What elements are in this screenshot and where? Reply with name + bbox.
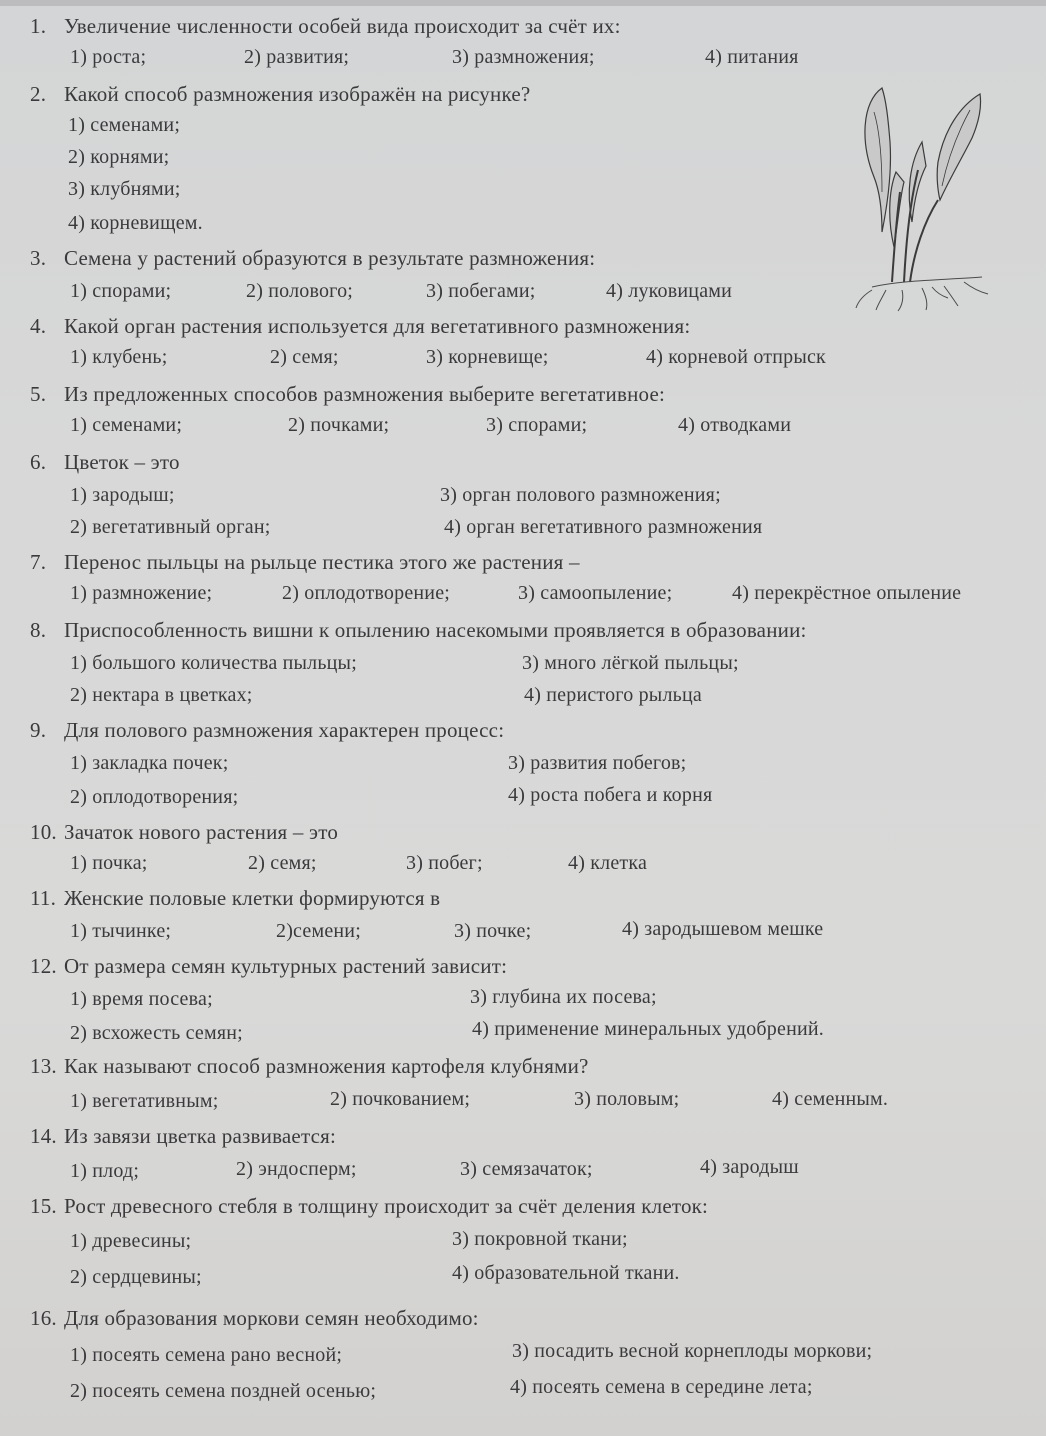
question-15: 15. Рост древесного стебля в толщину происходит за счёт деления клеток: (30, 1194, 709, 1218)
q13-option-2: 2) почкованием; (330, 1088, 471, 1110)
question-3: 3. Семена у растений образуются в результате размножения: (30, 246, 596, 270)
q11-option-4: 4) зародышевом мешке (622, 918, 824, 940)
q2-option-2: 2) корнями; (68, 146, 170, 168)
q13-option-4: 4) семенным. (772, 1088, 889, 1110)
q11-option-1: 1) тычинке; (70, 920, 172, 942)
question-2: 2. Какой способ размножения изображён на рисунке? (30, 82, 531, 106)
q9-option-1: 1) закладка почек; (70, 752, 229, 774)
q2-option-3: 3) клубнями; (68, 178, 181, 200)
q14-option-1: 1) плод; (70, 1160, 140, 1182)
question-16: 16. Для образования моркови семян необходимо: (30, 1306, 479, 1330)
question-6: 6. Цветок – это (30, 450, 180, 474)
q9-option-2: 2) оплодотворения; (70, 786, 239, 808)
q15-option-4: 4) образовательной ткани. (452, 1262, 680, 1284)
question-8: 8. Приспособленность вишни к опылению насекомыми проявляется в образовании: (30, 618, 807, 642)
q14-option-4: 4) зародыш (700, 1156, 799, 1178)
q13-option-1: 1) вегетативным; (70, 1090, 219, 1112)
q9-option-3: 3) развития побегов; (508, 752, 687, 774)
q7-option-2: 2) оплодотворение; (282, 582, 451, 604)
question-14: 14. Из завязи цветка развивается: (30, 1124, 336, 1148)
q3-option-2: 2) полового; (246, 280, 354, 302)
q16-option-3: 3) посадить весной корнеплоды моркови; (512, 1340, 873, 1362)
question-1: 1. Увеличение численности особей вида происходит за счёт их: (30, 14, 621, 38)
q13-option-3: 3) половым; (574, 1088, 680, 1110)
q10-option-3: 3) побег; (406, 852, 483, 874)
question-7: 7. Перенос пыльцы на рыльце пестика этого же растения – (30, 550, 580, 574)
question-10: 10. Зачаток нового растения – это (30, 820, 339, 844)
q12-option-1: 1) время посева; (70, 988, 213, 1010)
q6-option-4: 4) орган вегетативного размножения (444, 516, 763, 538)
q12-option-4: 4) применение минеральных удобрений. (472, 1018, 824, 1040)
q11-option-2: 2)семени; (276, 920, 361, 942)
q16-option-4: 4) посеять семена в середине лета; (510, 1376, 813, 1398)
q7-option-3: 3) самоопыление; (518, 582, 673, 604)
q4-option-2: 2) семя; (270, 346, 339, 368)
cut-off-top-line (0, 0, 1046, 6)
q7-option-1: 1) размножение; (70, 582, 213, 604)
q5-option-1: 1) семенами; (70, 414, 183, 436)
question-9: 9. Для полового размножения характерен процесс: (30, 718, 505, 742)
q15-option-1: 1) древесины; (70, 1230, 192, 1252)
q4-option-3: 3) корневище; (426, 346, 549, 368)
q4-option-4: 4) корневой отпрыск (646, 346, 826, 368)
q10-option-1: 1) почка; (70, 852, 148, 874)
q8-option-4: 4) перистого рыльца (524, 684, 702, 706)
q16-option-1: 1) посеять семена рано весной; (70, 1344, 343, 1366)
q8-option-3: 3) много лёгкой пыльцы; (522, 652, 739, 674)
q6-option-2: 2) вегетативный орган; (70, 516, 271, 538)
q3-option-4: 4) луковицами (606, 280, 733, 302)
plant-rhizome-illustration (852, 82, 992, 312)
q16-option-2: 2) посеять семена поздней осенью; (70, 1380, 377, 1402)
question-11: 11. Женские половые клетки формируются в (30, 886, 441, 910)
q12-option-2: 2) всхожесть семян; (70, 1022, 243, 1044)
q8-option-1: 1) большого количества пыльцы; (70, 652, 357, 674)
q8-option-2: 2) нектара в цветках; (70, 684, 253, 706)
q10-option-4: 4) клетка (568, 852, 648, 874)
q15-option-3: 3) покровной ткани; (452, 1228, 628, 1250)
question-12: 12. От размера семян культурных растений зависит: (30, 954, 508, 978)
q11-option-3: 3) почке; (454, 920, 532, 942)
q2-option-1: 1) семенами; (68, 114, 181, 136)
question-5: 5. Из предложенных способов размножения выберите вегетативное: (30, 382, 666, 406)
q3-option-1: 1) спорами; (70, 280, 172, 302)
q2-option-4: 4) корневищем. (68, 212, 203, 234)
q4-option-1: 1) клубень; (70, 346, 168, 368)
q6-option-3: 3) орган полового размножения; (440, 484, 721, 506)
q3-option-3: 3) побегами; (426, 280, 536, 302)
question-13: 13. Как называют способ размножения картофеля клубнями? (30, 1054, 589, 1078)
q14-option-2: 2) эндосперм; (236, 1158, 357, 1180)
q1-option-3: 3) размножения; (452, 46, 595, 68)
q5-option-2: 2) почками; (288, 414, 390, 436)
q10-option-2: 2) семя; (248, 852, 317, 874)
q1-option-1: 1) роста; (70, 46, 147, 68)
q12-option-3: 3) глубина их посева; (470, 986, 657, 1008)
q6-option-1: 1) зародыш; (70, 484, 175, 506)
q9-option-4: 4) роста побега и корня (508, 784, 713, 806)
q1-option-2: 2) развития; (244, 46, 350, 68)
q5-option-3: 3) спорами; (486, 414, 588, 436)
q15-option-2: 2) сердцевины; (70, 1266, 202, 1288)
q5-option-4: 4) отводками (678, 414, 792, 436)
q7-option-4: 4) перекрёстное опыление (732, 582, 962, 604)
q1-option-4: 4) питания (705, 46, 799, 68)
question-4: 4. Какой орган растения используется для вегетативного размножения: (30, 314, 691, 338)
q14-option-3: 3) семязачаток; (460, 1158, 593, 1180)
